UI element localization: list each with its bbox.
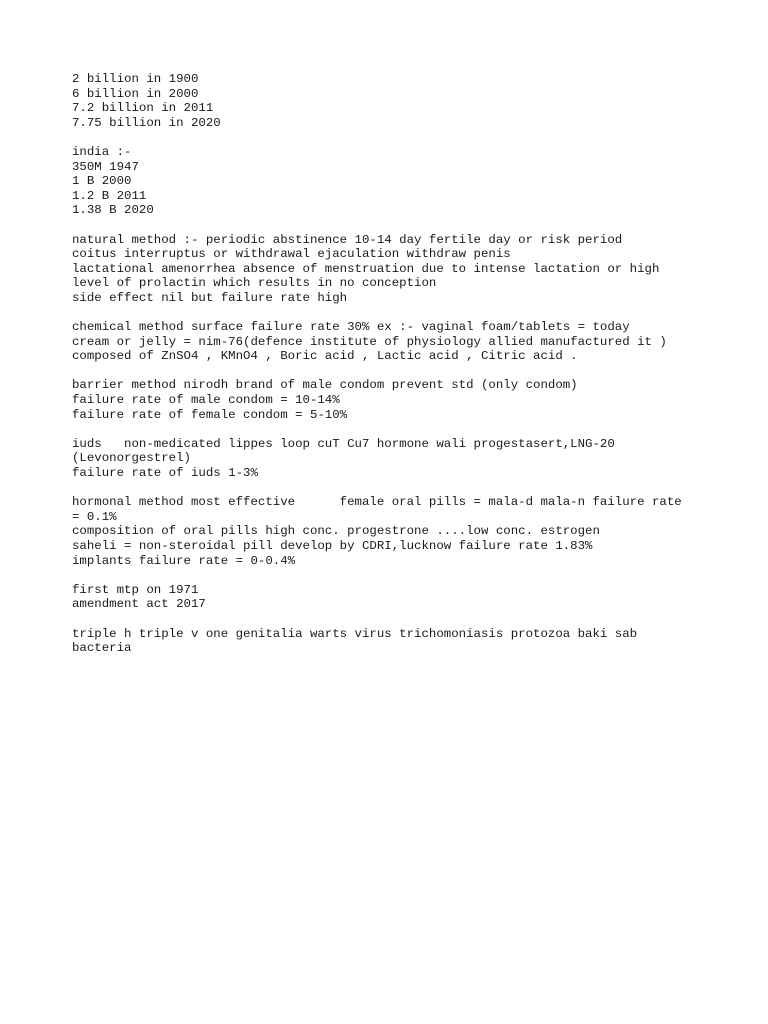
- text-paragraph: [72, 72, 712, 130]
- text-line: 1 B 2000: [72, 174, 132, 189]
- text-line: amendment act 2017: [72, 597, 206, 612]
- text-line: failure rate of female condom = 5-10%: [72, 407, 348, 422]
- text-paragraph: [72, 583, 712, 612]
- text-line: natural method :- periodic abstinence 10-14 day fertile day or risk period: [72, 232, 623, 247]
- text-line: coitus interruptus or withdrawal ejaculation withdraw penis: [72, 247, 511, 262]
- text-paragraph: [72, 495, 712, 568]
- text-paragraph: [72, 145, 712, 218]
- text-line: barrier method nirodh brand of male condom prevent std (only condom): [72, 378, 578, 393]
- text-line: 7.2 billion in 2011: [72, 101, 214, 116]
- text-line: lactational amenorrhea absence of menstruation due to intense lactation or high: [72, 261, 660, 276]
- text-paragraph: [72, 627, 712, 656]
- text-line: = 0.1%: [72, 509, 117, 524]
- text-line: 7.75 billion in 2020: [72, 115, 221, 130]
- text-line: 2 billion in 1900: [72, 72, 199, 86]
- text-line: side effect nil but failure rate high: [72, 290, 348, 305]
- text-line: cream or jelly = nim-76(defence institute of physiology allied manufactured it ): [72, 334, 667, 349]
- text-line: failure rate of iuds 1-3%: [72, 466, 258, 481]
- text-line: composition of oral pills high conc. progestrone ....low conc. estrogen: [72, 524, 600, 539]
- text-line: 6 billion in 2000: [72, 86, 199, 101]
- text-line: first mtp on 1971: [72, 582, 199, 597]
- text-line: 350M 1947: [72, 159, 139, 174]
- text-line: bacteria: [72, 641, 132, 656]
- text-line: india :-: [72, 144, 132, 159]
- text-line: 1.38 B 2020: [72, 203, 154, 218]
- text-line: composed of ZnSO4 , KMnO4 , Boric acid , Lactic acid , Citric acid .: [72, 349, 578, 364]
- text-line: hormonal method most effective female oral pills = mala-d mala-n failure rate: [72, 495, 682, 510]
- text-line: iuds non-medicated lippes loop cuT Cu7 hormone wali progestasert,LNG-20: [72, 436, 615, 451]
- text-line: saheli = non-steroidal pill develop by CDRI,lucknow failure rate 1.83%: [72, 539, 593, 553]
- text-paragraph: [72, 233, 712, 306]
- text-paragraph: [72, 378, 712, 422]
- text-line: failure rate of male condom = 10-14%: [72, 393, 340, 408]
- text-line: implants failure rate = 0-0.4%: [72, 553, 296, 568]
- text-line: 1.2 B 2011: [72, 188, 147, 203]
- text-line: level of prolactin which results in no conception: [72, 276, 437, 291]
- text-paragraph: [72, 320, 712, 364]
- text-line: (Levonorgestrel): [72, 451, 191, 466]
- document-body: [72, 72, 712, 670]
- text-paragraph: [72, 437, 712, 481]
- text-line: triple h triple v one genitalia warts virus trichomoniasis protozoa baki sab: [72, 626, 638, 641]
- text-line: chemical method surface failure rate 30% ex :- vaginal foam/tablets = today: [72, 320, 630, 335]
